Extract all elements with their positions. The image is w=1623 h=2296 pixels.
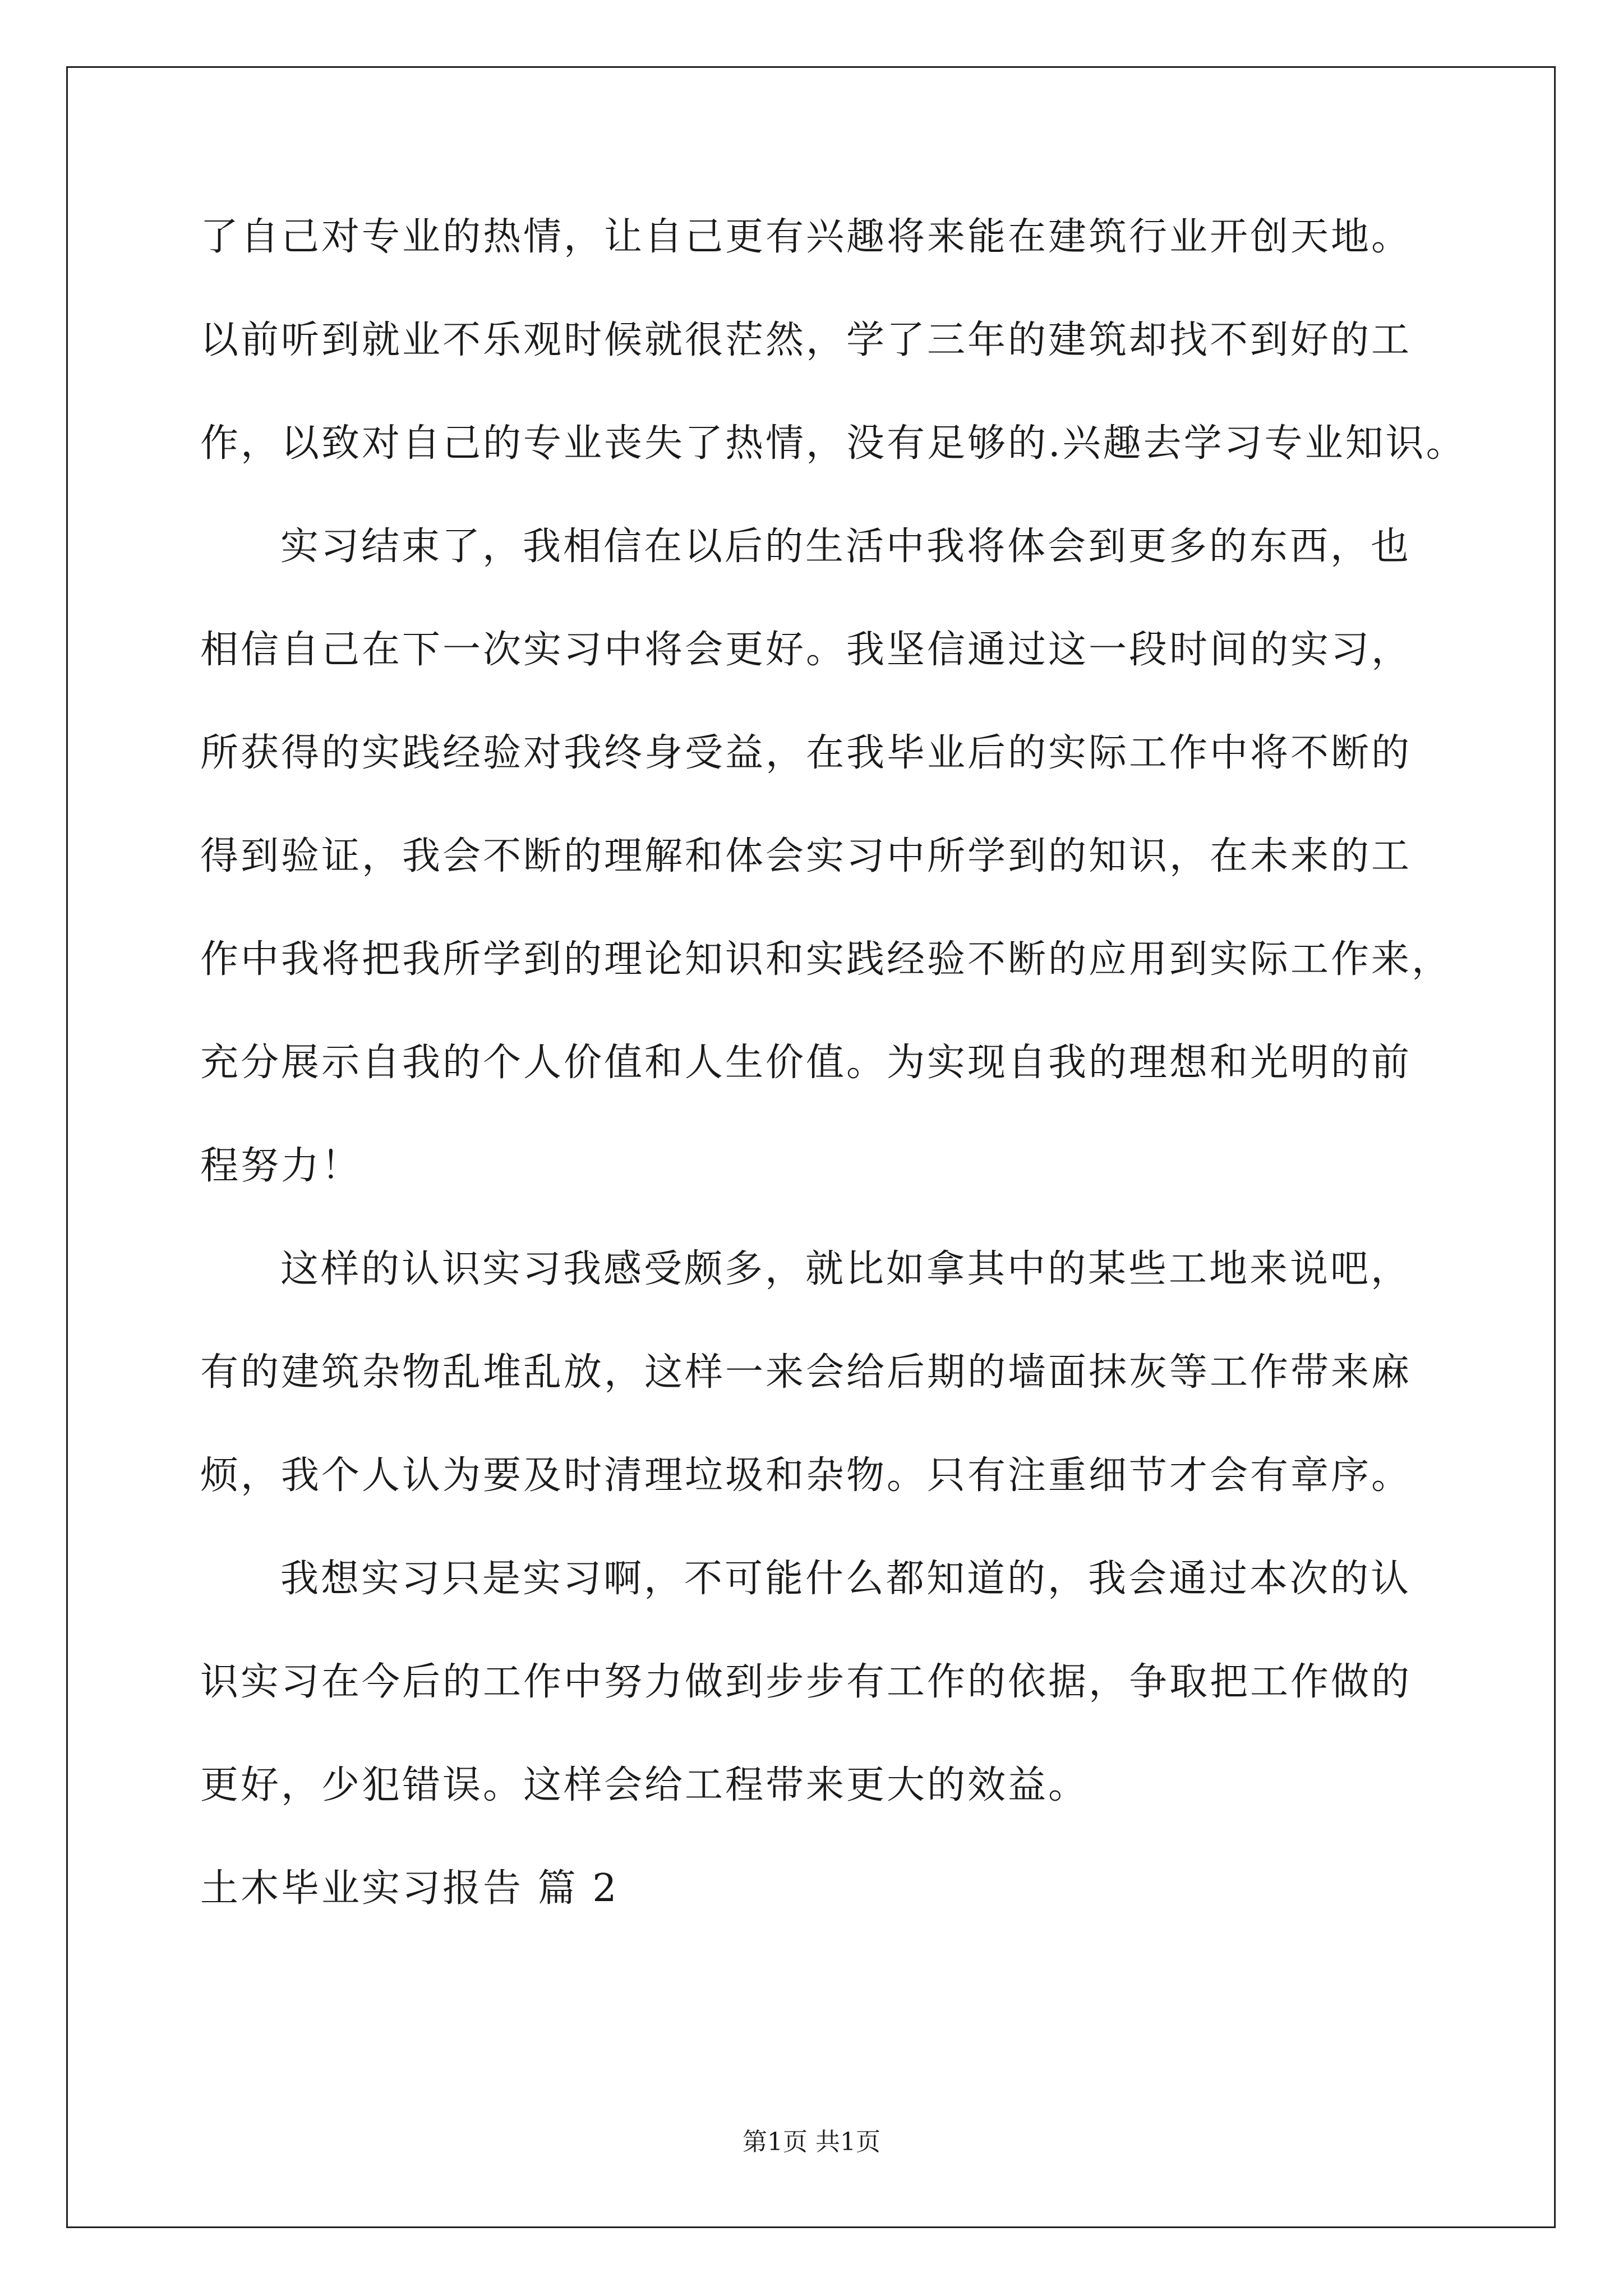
text-line-12: 有的建筑杂物乱堆乱放，这样一来会给后期的墙面抹灰等工作带来麻 [200, 1350, 1412, 1395]
text-line-2: 以前听到就业不乐观时候就很茫然，学了三年的建筑却找不到好的工 [200, 318, 1412, 362]
text-line-16: 更好，少犯错误。这样会给工程带来更大的效益。 [200, 1763, 1089, 1807]
text-line-3: 作，以致对自己的专业丧失了热情，没有足够的.兴趣去学习专业知识。 [200, 421, 1467, 466]
text-line-11: 这样的认识实习我感受颇多，就比如拿其中的某些工地来说吧， [280, 1247, 1412, 1291]
text-line-7: 得到验证，我会不断的理解和体会实习中所学到的知识，在未来的工 [200, 834, 1412, 878]
text-line-14: 我想实习只是实习啊，不可能什么都知道的，我会通过本次的认 [280, 1557, 1412, 1601]
text-line-8: 作中我将把我所学到的理论知识和实践经验不断的应用到实际工作来， [200, 937, 1453, 982]
section-heading: 土木毕业实习报告 篇 2 [200, 1866, 619, 1911]
text-line-6: 所获得的实践经验对我终身受益，在我毕业后的实际工作中将不断的 [200, 731, 1412, 775]
text-line-5: 相信自己在下一次实习中将会更好。我坚信通过这一段时间的实习， [200, 628, 1412, 672]
page-number-footer: 第1页 共1页 [743, 2128, 880, 2156]
text-line-15: 识实习在今后的工作中努力做到步步有工作的依据，争取把工作做的 [200, 1660, 1412, 1704]
text-line-13: 烦，我个人认为要及时清理垃圾和杂物。只有注重细节才会有章序。 [200, 1453, 1412, 1498]
text-line-10: 程努力！ [200, 1144, 362, 1188]
text-line-4: 实习结束了，我相信在以后的生活中我将体会到更多的东西，也 [280, 524, 1412, 569]
text-line-9: 充分展示自我的个人价值和人生价值。为实现自我的理想和光明的前 [200, 1041, 1412, 1085]
text-line-1: 了自己对专业的热情，让自己更有兴趣将来能在建筑行业开创天地。 [200, 215, 1412, 259]
